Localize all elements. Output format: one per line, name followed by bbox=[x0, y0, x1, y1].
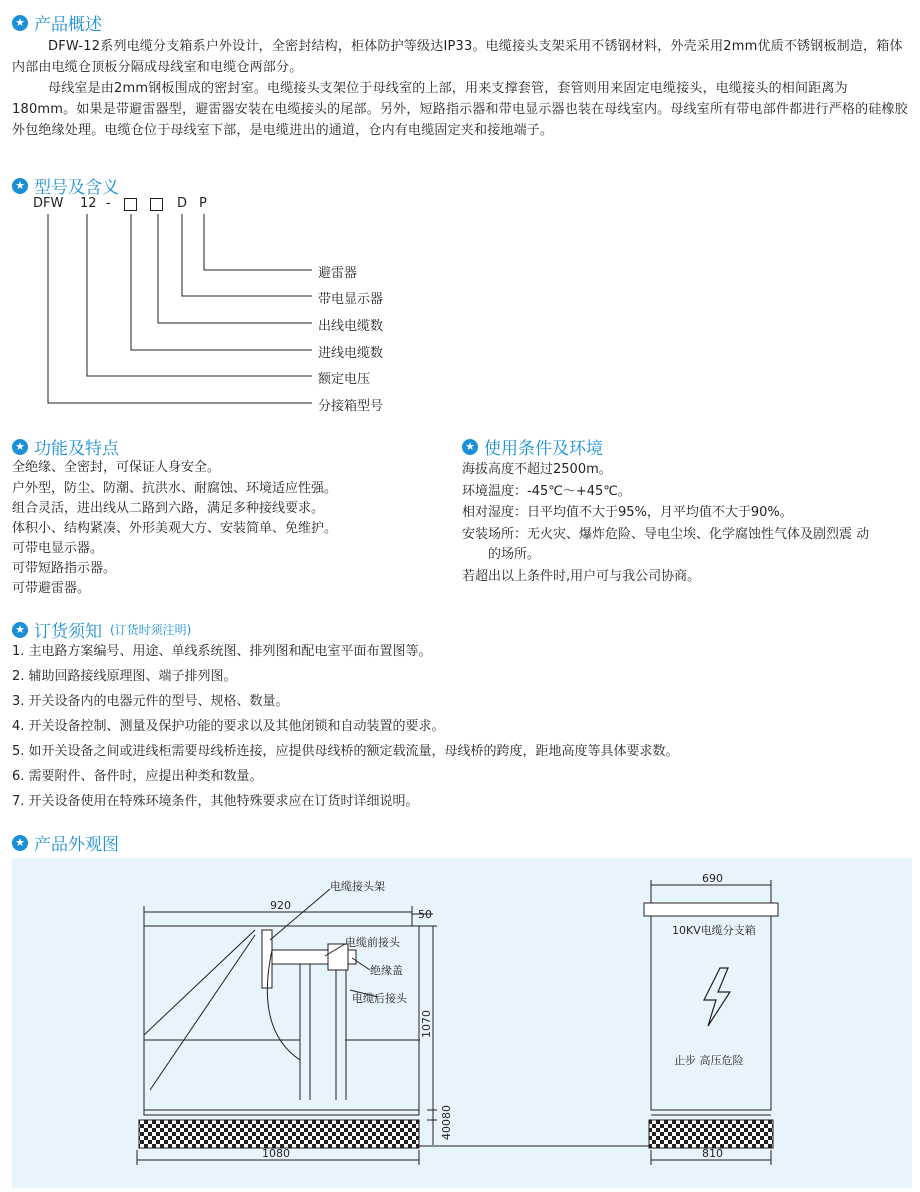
star-icon: ★ bbox=[12, 622, 28, 638]
condition-item: 相对湿度：日平均值不大于95%，月平均值不大于90%。 bbox=[462, 505, 793, 520]
order-item: 4. 开关设备控制、测量及保护功能的要求以及其他闭锁和自动装置的要求。 bbox=[12, 719, 445, 734]
overview-paragraph-2: 母线室是由2mm钢板围成的密封室。电缆接头支架位于母线室的上部，用来支撑套管，套管则用来固定电缆接头，电缆接头的相间距离为180mm。如果是带避雷器型，避雷器安装在电缆接头的尾部。另外，短路指示器和带电显示器也装在母线室内。母线室所有带电部件都进行严格的硅橡胶外包绝缘处理。电缆仓位于母线室下部，是电缆进出的通道，仓内有电缆固定夹和接地端子。 bbox=[12, 81, 908, 138]
order-item: 5. 如开关设备之间或进线柜需要母线桥连接，应提供母线桥的额定载流量，母线桥的跨度，距地高度等具体要求数。 bbox=[12, 744, 679, 759]
condition-item: 环境温度：-45℃～+45℃。 bbox=[462, 484, 631, 499]
order-item: 3. 开关设备内的电器元件的型号、规格、数量。 bbox=[12, 694, 289, 709]
section-title-features: ★ 功能及特点 bbox=[12, 434, 119, 459]
code-p: P bbox=[199, 196, 207, 211]
overview-paragraph-1: DFW-12系列电缆分支箱系户外设计，全密封结构，柜体防护等级达IP33。电缆接头支架采用不锈钢材料，外壳采用2mm优质不锈钢板制造，箱体内部由电缆仓顶板分隔成母线室和电缆仓两部分。 bbox=[12, 39, 903, 75]
dim-front-top: 690 bbox=[702, 872, 723, 885]
condition-item: 若超出以上条件时,用户可与我公司协商。 bbox=[462, 569, 701, 584]
code-dash: - bbox=[106, 196, 111, 211]
feature-item: 体积小、结构紧凑、外形美观大方、安装简单、免维护。 bbox=[12, 521, 338, 536]
label-insulation-cap: 绝缘盖 bbox=[370, 964, 403, 977]
code-12: 12 bbox=[80, 196, 97, 211]
feature-item: 可带电显示器。 bbox=[12, 541, 104, 556]
meaning-live-indicator: 带电显示器 bbox=[318, 292, 384, 307]
meaning-incoming: 进线电缆数 bbox=[318, 346, 384, 361]
feature-item: 全绝缘、全密封，可保证人身安全。 bbox=[12, 460, 221, 475]
feature-item: 组合灵活，进出线从二路到六路，满足多种接线要求。 bbox=[12, 501, 325, 516]
front-view-roof bbox=[644, 903, 778, 916]
star-icon: ★ bbox=[12, 835, 28, 851]
label-front-joint: 电缆前接头 bbox=[345, 936, 400, 949]
feature-item: 可带避雷器。 bbox=[12, 581, 91, 596]
order-item: 7. 开关设备使用在特殊环境条件，其他特殊要求应在订货时详细说明。 bbox=[12, 794, 419, 809]
dim-side-height: 1070 bbox=[420, 1010, 433, 1038]
meaning-box-model: 分接箱型号 bbox=[318, 399, 384, 414]
front-view-base bbox=[649, 1120, 773, 1148]
side-view-base bbox=[139, 1120, 419, 1148]
label-rear-joint: 电缆后接头 bbox=[352, 992, 407, 1005]
dim-side-base: 40080 bbox=[440, 1105, 453, 1140]
appearance-drawing bbox=[12, 858, 912, 1188]
order-item: 6. 需要附件、备件时，应提出种类和数量。 bbox=[12, 769, 263, 784]
meaning-arrester: 避雷器 bbox=[318, 266, 358, 281]
label-box-name: 10KV电缆分支箱 bbox=[672, 924, 756, 937]
star-icon: ★ bbox=[12, 178, 28, 194]
model-leader-lines bbox=[0, 0, 920, 420]
label-warning: 止步 高压危险 bbox=[674, 1054, 744, 1067]
front-view-box bbox=[651, 916, 771, 1110]
condition-item: 安装场所：无火灾、爆炸危险、导电尘埃、化学腐蚀性气体及剧烈震 动 bbox=[462, 527, 870, 542]
label-bracket: 电缆接头架 bbox=[330, 880, 385, 893]
dim-front-bottom: 810 bbox=[702, 1147, 723, 1160]
section-title-conditions: ★ 使用条件及环境 bbox=[462, 434, 603, 459]
star-icon: ★ bbox=[12, 15, 28, 31]
condition-item: 的场所。 bbox=[488, 547, 541, 562]
code-dfw: DFW bbox=[33, 196, 64, 211]
section-title-overview: ★ 产品概述 bbox=[12, 10, 102, 35]
feature-item: 户外型，防尘、防潮、抗洪水、耐腐蚀、环境适应性强。 bbox=[12, 481, 338, 496]
section-title-appearance: ★ 产品外观图 bbox=[12, 830, 119, 855]
section-title-model: ★ 型号及含义 bbox=[12, 173, 119, 198]
star-icon: ★ bbox=[462, 439, 478, 455]
meaning-voltage: 额定电压 bbox=[318, 372, 371, 387]
dim-side-bottom: 1080 bbox=[262, 1147, 290, 1160]
meaning-outgoing: 出线电缆数 bbox=[318, 319, 384, 334]
order-item: 1. 主电路方案编号、用途、单线系统图、排列图和配电室平面布置图等。 bbox=[12, 644, 432, 659]
star-icon: ★ bbox=[12, 439, 28, 455]
section-title-ordering: ★ 订货须知 (订货时须注明) bbox=[12, 617, 191, 642]
condition-item: 海拔高度不超过2500m。 bbox=[462, 462, 612, 477]
feature-item: 可带短路指示器。 bbox=[12, 561, 117, 576]
order-item: 2. 辅助回路接线原理图、端子排列图。 bbox=[12, 669, 237, 684]
dim-side-corner: 50 bbox=[418, 908, 432, 921]
appearance-drawing-panel bbox=[12, 858, 912, 1188]
lightning-icon bbox=[704, 968, 730, 1026]
code-d: D bbox=[177, 196, 188, 211]
dim-side-top: 920 bbox=[270, 899, 291, 912]
